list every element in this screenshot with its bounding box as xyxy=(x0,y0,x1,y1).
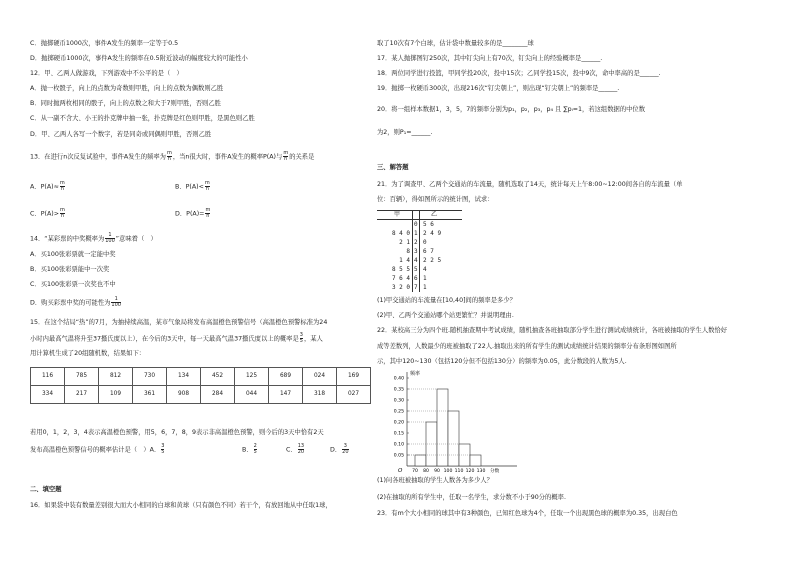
text-line: 22．某校高三分为四个班.随机抽查期中考试成绩，随机抽查各班抽取部分学生进行测试成绩统计，各班被抽取的学生人数恰好 xyxy=(377,327,728,334)
text-line: 为2，则P₁=______. xyxy=(377,129,433,136)
option-label: C．P(A)> xyxy=(30,210,59,218)
denominator: 100 xyxy=(105,238,115,244)
fraction xyxy=(60,208,65,219)
fraction xyxy=(283,151,288,162)
text-line: 19．抛掷一枚硬币300次，出现216次“钉尖朝上”，则出现“钉尖朝上”的频率是______. xyxy=(377,85,620,92)
denominator: 5 xyxy=(253,449,257,455)
numerator: 2 xyxy=(253,443,257,449)
text-line: 成等差数列，人数最少的班被抽取了22人.抽取出来的所有学生的测试成绩统计结果的频率分布条形图如图所 xyxy=(377,343,677,350)
option-label: B． xyxy=(242,446,253,454)
numerator: m xyxy=(60,207,65,213)
table-row xyxy=(31,386,371,404)
stem-value: 6 xyxy=(414,275,418,282)
text-line: 23．有m个大小相同的球其中有3种颜色，已知红色球为4个，任取一个出现黑色球的概率为0.35，出现白色 xyxy=(377,510,678,517)
denominator: 20 xyxy=(297,449,305,455)
option-c xyxy=(30,208,66,219)
stem-value: 7 xyxy=(414,284,418,291)
stem-left-leaves: 2 1 xyxy=(399,239,410,246)
table-cell: 452 xyxy=(201,368,235,386)
stem-leaf-plot xyxy=(377,210,467,295)
stem-value: 5 xyxy=(414,266,418,273)
table-cell: 116 xyxy=(31,368,65,386)
table-cell: 024 xyxy=(303,368,337,386)
stem-value: 1 xyxy=(414,230,418,237)
option-b xyxy=(175,181,211,192)
denominator: n xyxy=(60,213,65,219)
y-tick-label: 0.15 xyxy=(393,431,404,437)
denominator: n xyxy=(205,186,209,192)
text-line: (2)在抽取的所有学生中，任取一名学生，求分数不小于90分的概率. xyxy=(377,494,566,501)
y-tick-label: 0.25 xyxy=(393,409,404,415)
stem-right-leaves: 2 4 9 xyxy=(423,230,442,237)
text-line: (1)问各班被抽取的学生人数各为多少人？ xyxy=(377,477,493,484)
y-axis-label: 频率 xyxy=(410,371,421,377)
numerator: m xyxy=(204,180,210,186)
text-line: A．抛一枚骰子，向上的点数为奇数则甲胜，向上的点数为偶数则乙胜 xyxy=(30,85,224,92)
q15-text: 小时内最高气温将升至37摄氏度以上），在今后的3天中，每一天最高气温37摄氏度以上的概率是 xyxy=(30,335,299,343)
x-tick-label: 70 xyxy=(412,469,418,474)
stem-left-leaves: 8 4 0 xyxy=(391,230,410,237)
text-line: D．甲、乙两人各写一个数字，若是同奇或同偶则甲胜，否则乙胜 xyxy=(30,131,212,138)
stem-left-leaves: 7 6 4 xyxy=(391,275,410,282)
text-line: 21．为了调查甲、乙两个交通站的车流量，随机选取了14天，统计每天上午8:00~12:00间各自的车流量（单 xyxy=(377,181,683,188)
fraction xyxy=(60,181,65,192)
table-cell: 908 xyxy=(167,386,201,404)
numerator: 3 xyxy=(299,332,303,338)
fraction xyxy=(342,444,348,455)
denominator: n xyxy=(284,156,288,162)
option-label: 发布高温橙色预警信号的概率估计是（ ）A． xyxy=(30,446,161,454)
stem-header-a: 甲 xyxy=(394,211,401,218)
stem-right-leaves: 1 xyxy=(423,284,427,291)
table-cell: 109 xyxy=(99,386,133,404)
option-label: B．P(A)< xyxy=(175,183,204,191)
text-line: C．从一副不含大、小王的扑克牌中抽一张，扑克牌是红色则甲胜，是黑色则乙胜 xyxy=(30,115,255,122)
stem-right-leaves: 1 xyxy=(423,275,427,282)
text-line: B．买100张彩票能中一次奖 xyxy=(30,266,110,273)
histogram-bar xyxy=(448,411,459,466)
text-line: 位：百辆），得如图所示的统计图，试求： xyxy=(377,196,494,203)
table-cell: 169 xyxy=(337,368,371,386)
numerator: 3 xyxy=(343,443,347,449)
stem-header-b: 乙 xyxy=(431,211,438,218)
text-line: 16．如果袋中装有数量差别很大而大小相同的白球和黄球（只有颜色不同）若干个，有放回地从中任取1球， xyxy=(30,502,332,509)
q13-text: 13．在进行n次反复试验中，事件A发生的频率为 xyxy=(30,153,166,161)
numerator: 1 xyxy=(105,233,115,239)
table-cell: 147 xyxy=(269,386,303,404)
fraction xyxy=(298,444,304,455)
stem-value: 2 xyxy=(414,239,418,246)
numerator: m xyxy=(59,180,65,186)
text-line: 用计算机生成了20组随机数，结果如下： xyxy=(30,350,146,357)
option-d xyxy=(330,444,350,455)
denominator: n xyxy=(167,156,171,162)
stem-value: 3 xyxy=(414,248,418,255)
denominator: n xyxy=(206,213,210,219)
text-line: 若用0，1，2，3，4表示高温橙色预警，用5，6，7，8，9表示非高温橙色预警，则今后的3天中恰有2天 xyxy=(30,429,324,436)
fraction xyxy=(111,297,121,308)
text-line: 12．甲、乙两人做游戏，下列游戏中不公平的是（ ） xyxy=(30,70,183,77)
y-tick-label: 0.40 xyxy=(393,376,404,382)
table-cell: 027 xyxy=(337,386,371,404)
text-line: B．同时抛两枚相同的骰子，向上的点数之和大于7则甲胜，否则乙胜 xyxy=(30,100,221,107)
stem-right-leaves: 0 xyxy=(423,239,427,246)
histogram-bar xyxy=(437,389,448,466)
numerator: 3 xyxy=(161,443,165,449)
random-number-table xyxy=(30,367,371,404)
stem-right-leaves: 6 7 xyxy=(423,248,434,255)
numerator: 1 xyxy=(111,297,121,303)
option-d xyxy=(30,297,122,308)
denominator: 100 xyxy=(111,302,121,308)
fraction xyxy=(254,444,257,455)
text-line: 15．在这个结局“热”的7月，为抽持续高温，某市气象局将发布高温橙色预警信号（高温橙色预警标准为24 xyxy=(30,319,328,326)
option-label: A．P(A)≈ xyxy=(30,183,59,191)
numerator: m xyxy=(166,150,172,156)
fraction xyxy=(205,181,210,192)
fraction xyxy=(205,208,210,219)
table-cell: 334 xyxy=(31,386,65,404)
text-line: C．买100张彩票一次奖也不中 xyxy=(30,281,116,288)
x-tick-label: 100 xyxy=(443,469,453,474)
table-cell: 318 xyxy=(303,386,337,404)
question-13 xyxy=(30,151,314,162)
x-tick-label: 120 xyxy=(465,469,475,474)
fraction xyxy=(105,233,115,244)
stem-value: 4 xyxy=(414,257,418,264)
stem-right-leaves: 2 2 5 xyxy=(423,257,442,264)
table-cell: 730 xyxy=(133,368,167,386)
text-line: (2)甲、乙两个交通站哪个站更繁忙？并说明理由. xyxy=(377,312,514,319)
text-line: 示，其中120~130（包括120分但不包括130分）的频率为0.05，此分数段的人数为5人. xyxy=(377,358,627,365)
text-line: D．抛掷硬币1000次，事件A发生的频率在0.5附近波动的幅度较大的可能性小 xyxy=(30,55,248,62)
table-cell: 361 xyxy=(133,386,167,404)
text-line: C．抛掷硬币1000次，事件A发生的频率一定等于0.5 xyxy=(30,40,179,47)
origin-label: O xyxy=(398,468,403,474)
numerator: m xyxy=(283,150,289,156)
denominator: 20 xyxy=(342,449,349,455)
fraction xyxy=(161,444,164,455)
text-line: A．买100张彩票就一定能中奖 xyxy=(30,251,116,258)
table-row xyxy=(31,368,371,386)
option-a xyxy=(30,181,66,192)
frequency-histogram xyxy=(377,368,527,475)
table-cell: 284 xyxy=(201,386,235,404)
q14-text: ”意味着（ ） xyxy=(115,235,157,243)
fraction xyxy=(167,151,172,162)
stem-right-leaves: 5 6 xyxy=(423,221,434,228)
y-tick-label: 0.05 xyxy=(393,453,404,459)
denominator: 5 xyxy=(161,449,165,455)
q20-text: 20．将一组样本数据1，3，5，7的频率分别为p₁，p₂，p₃，p₄ 且 xyxy=(377,106,562,113)
denominator: 5 xyxy=(299,338,303,344)
stem-value: 0 xyxy=(414,221,418,228)
table-cell: 134 xyxy=(167,368,201,386)
option-label: D．P(A)= xyxy=(175,210,205,218)
q15-options xyxy=(30,444,165,455)
numerator: m xyxy=(205,207,211,213)
y-tick-label: 0.10 xyxy=(393,442,404,448)
table-cell: 125 xyxy=(235,368,269,386)
denominator: n xyxy=(60,186,64,192)
text-line: 取了10次有7个白球，估计袋中数量较多的是________球 xyxy=(377,40,534,47)
question-20 xyxy=(377,105,645,114)
stem-left-leaves: 3 2 0 xyxy=(391,284,410,291)
section-heading: 三、解答题 xyxy=(377,164,409,171)
option-c xyxy=(286,444,305,455)
q20-text: ，若这组数据的中位数 xyxy=(582,106,645,113)
table-cell: 689 xyxy=(269,368,303,386)
histogram-bar xyxy=(459,444,470,466)
table-cell: 217 xyxy=(65,386,99,404)
q13-text: ，当n很大时，事件A发生的概率P(A)与 xyxy=(172,153,283,161)
text-line xyxy=(30,333,323,344)
fraction xyxy=(300,333,303,344)
option-b xyxy=(242,444,258,455)
option-d xyxy=(175,208,211,219)
y-tick-label: 0.20 xyxy=(393,420,404,426)
histogram-bar xyxy=(470,455,481,466)
x-tick-label: 110 xyxy=(454,469,464,474)
y-tick-label: 0.30 xyxy=(393,398,404,404)
q14-text: 14．“某彩票的中奖概率为 xyxy=(30,235,105,243)
y-tick-label: 0.35 xyxy=(393,387,404,393)
q15-text: ，某人 xyxy=(303,335,323,343)
text-line: (1)甲交通站的车流量在[10,40]间的频率是多少？ xyxy=(377,297,516,304)
x-tick-label: 90 xyxy=(434,469,440,474)
stem-right-leaves: 4 xyxy=(423,266,427,273)
stem-left-leaves: 8 xyxy=(406,248,410,255)
x-axis-label: 分数 xyxy=(490,469,500,474)
section-heading: 二、填空题 xyxy=(30,486,62,493)
numerator: 13 xyxy=(297,443,305,449)
q20-sum: ∑pᵢ=1 xyxy=(563,106,583,113)
option-label: C． xyxy=(286,446,297,454)
question-14 xyxy=(30,233,157,244)
table-cell: 812 xyxy=(99,368,133,386)
x-tick-label: 130 xyxy=(476,469,486,474)
text-line: 18．两位同学进行投篮，甲同学投20次，投中15次；乙同学投15次，投中9次，命中率高的是______. xyxy=(377,70,661,77)
q13-text: 的关系是 xyxy=(289,153,315,161)
option-label: D． xyxy=(330,446,342,454)
x-tick-label: 80 xyxy=(423,469,429,474)
table-cell: 785 xyxy=(65,368,99,386)
option-label: D．购买彩票中奖的可能性为 xyxy=(30,299,111,307)
stem-left-leaves: 8 5 5 xyxy=(391,266,410,273)
histogram-bar xyxy=(415,455,426,466)
text-line: 17．某人抛掷图钉250次，其中钉尖向上有70次，钉尖向上的经验概率是______. xyxy=(377,55,603,62)
stem-left-leaves: 1 4 xyxy=(399,257,410,264)
table-cell: 044 xyxy=(235,386,269,404)
